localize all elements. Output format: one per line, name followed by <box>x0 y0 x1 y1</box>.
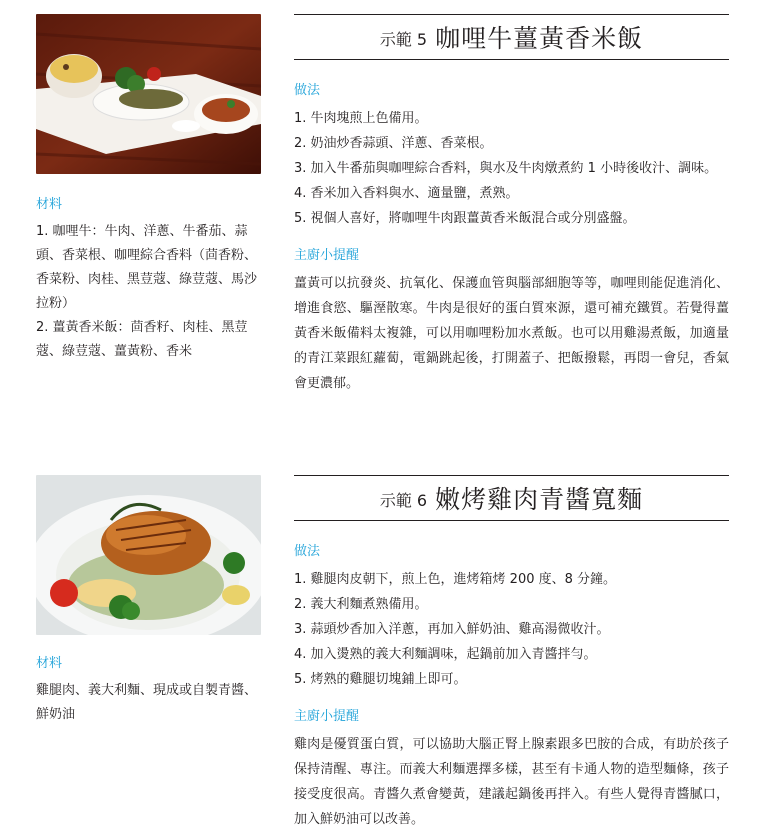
recipe-block-6 <box>0 465 771 827</box>
chef-tips-text: 雞肉是優質蛋白質，可以協助大腦正腎上腺素跟多巴胺的合成，有助於孩子保持清醒、專注。而義大利麵選擇多樣，甚至有卡通人物的造型麵條，孩子接受度很高。青醬久煮會變黃，建議起鍋後再拌入。有些人覺得青醬膩口，加入鮮奶油可以改善。 <box>294 737 729 827</box>
chef-tips-heading: 主廚小提醒 <box>294 248 360 263</box>
ingredients-heading: 材料 <box>36 197 63 212</box>
step-item: 3. 加入牛番茄與咖哩綜合香料，與水及牛肉燉煮約 1 小時後收汁、調味。 <box>294 161 718 176</box>
recipe-number: 示範 5 <box>379 30 428 49</box>
method-heading: 做法 <box>294 83 321 98</box>
ingredients-section <box>36 655 264 727</box>
recipe-number: 示範 6 <box>379 491 428 510</box>
step-item: 5. 視個人喜好，將咖哩牛肉跟薑黃香米飯混合或分別盛盤。 <box>294 211 636 226</box>
step-item: 5. 烤熟的雞腿切塊鋪上即可。 <box>294 672 467 687</box>
ingredient-line: 1. 咖哩牛：牛肉、洋蔥、牛番茄、蒜頭、香菜根、咖哩綜合香料（茴香粉、香菜粉、肉桂、黑荳蔻、綠荳蔻、馬沙拉粉） <box>36 224 258 311</box>
ingredients-heading: 材料 <box>36 656 63 671</box>
recipe-title: 嫩烤雞肉青醬寬麵 <box>435 485 644 514</box>
ingredient-line: 雞腿肉、義大利麵、現成或自製青醬、鮮奶油 <box>36 683 258 722</box>
recipe-block-5 <box>0 0 771 400</box>
step-item: 1. 牛肉塊煎上色備用。 <box>294 111 428 126</box>
method-heading: 做法 <box>294 544 321 559</box>
steps-list <box>294 567 729 692</box>
step-item: 1. 雞腿肉皮朝下，煎上色，進烤箱烤 200 度、8 分鐘。 <box>294 572 617 587</box>
step-item: 2. 奶油炒香蒜頭、洋蔥、香菜根。 <box>294 136 493 151</box>
ingredient-line: 2. 薑黃香米飯：茴香籽、肉桂、黑荳蔻、綠荳蔻、薑黃粉、香米 <box>36 320 248 359</box>
step-item: 4. 香米加入香料與水、適量鹽，煮熟。 <box>294 186 519 201</box>
recipe-title-bar <box>294 475 729 521</box>
chicken-pesto-pasta-photo <box>36 475 261 635</box>
method-section <box>294 475 729 832</box>
step-item: 3. 蒜頭炒香加入洋蔥，再加入鮮奶油、雞高湯微收汁。 <box>294 622 610 637</box>
recipe-title-bar <box>294 14 729 60</box>
ingredients-section <box>36 196 264 364</box>
recipe-title: 咖哩牛薑黃香米飯 <box>435 24 644 53</box>
chef-tips-heading: 主廚小提醒 <box>294 709 360 724</box>
curry-beef-rice-photo <box>36 14 261 174</box>
method-section <box>294 14 729 396</box>
step-item: 2. 義大利麵煮熟備用。 <box>294 597 428 612</box>
step-item: 4. 加入燙熟的義大利麵調味，起鍋前加入青醬拌勻。 <box>294 647 597 662</box>
chef-tips-text: 薑黃可以抗發炎、抗氧化、保護血管與腦部細胞等等，咖哩則能促進消化、增進食慾、驅溼散寒。牛肉是很好的蛋白質來源，還可補充鐵質。若覺得薑黃香米飯備料太複雜，可以用咖哩粉加水煮飯。也可以用雞湯煮飯，加適量的青江菜跟紅蘿蔔，電鍋跳起後，打開蓋子、把飯撥鬆，再悶一會兒，香氣會更濃郁。 <box>294 276 729 391</box>
steps-list <box>294 106 729 231</box>
